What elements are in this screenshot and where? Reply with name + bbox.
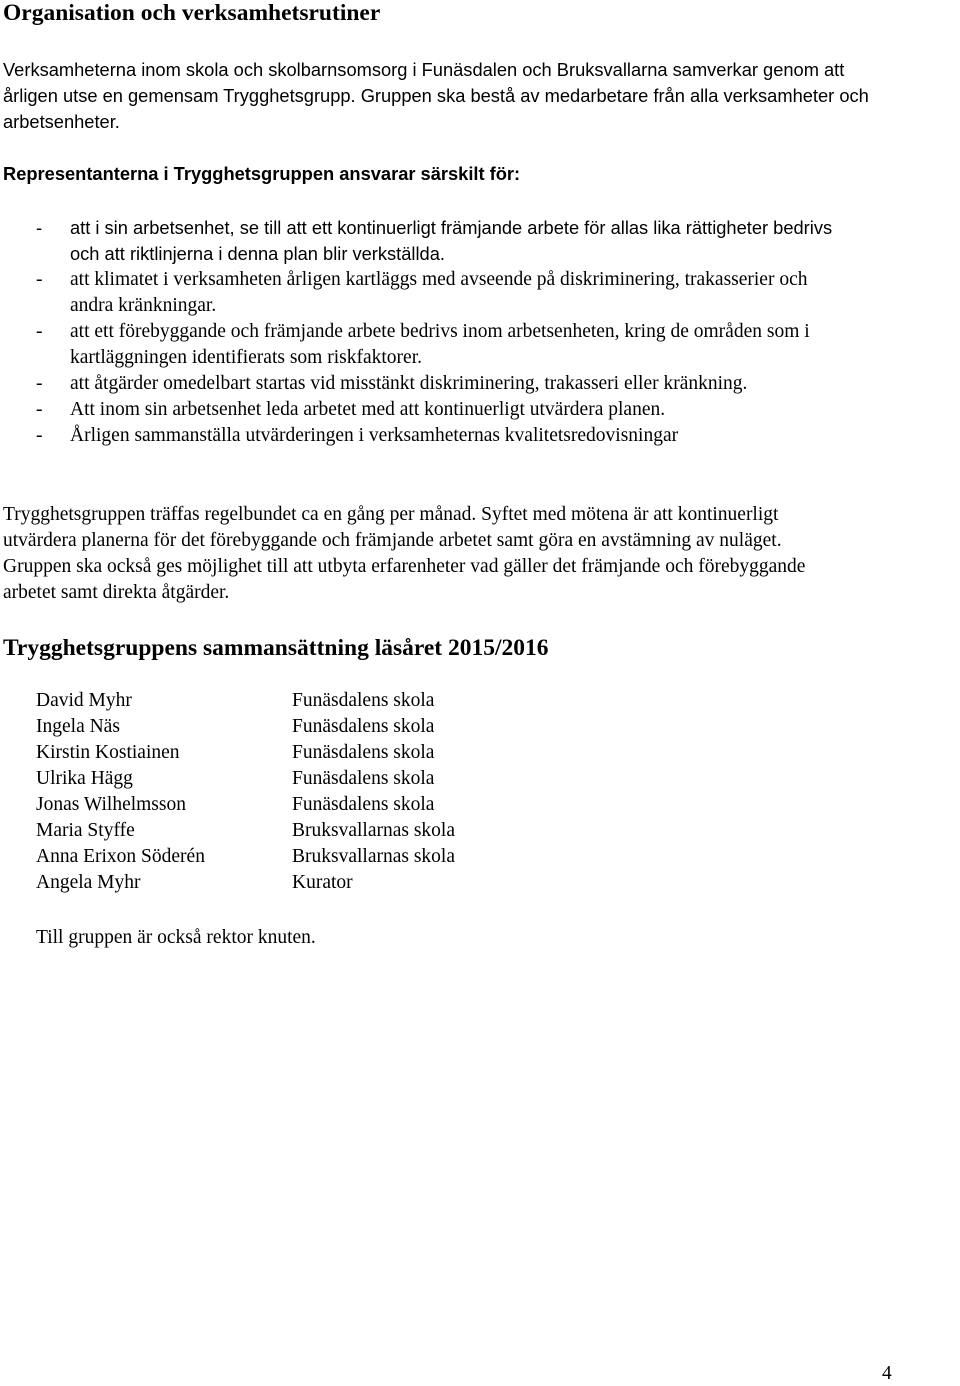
meeting-line: Gruppen ska också ges möjlighet till att utbyta erfarenheter vad gäller det främjande och förebyggande [3,556,806,577]
meeting-line: utvärdera planerna för det förebyggande och främjande arbetet samt göra en avstämning av nuläget. [3,530,782,551]
bullet-dash: - [36,425,43,446]
list-item [0,371,960,397]
member-row [36,792,636,818]
member-org: Funäsdalens skola [292,716,435,737]
member-org: Kurator [292,872,353,893]
responsibilities-heading: Representanterna i Trygghetsgruppen ansvarar särskilt för: [3,163,521,184]
bullet-dash: - [36,373,43,394]
intro-line: arbetsenheter. [3,111,120,132]
bullet-dash: - [36,399,43,420]
member-name: Ulrika Hägg [36,768,133,789]
list-item [0,423,960,449]
members-list [36,688,636,896]
member-org: Funäsdalens skola [292,742,435,763]
bullet-dash: - [36,321,43,342]
rektor-note: Till gruppen är också rektor knuten. [36,927,316,948]
list-item [0,319,960,371]
intro-line: årligen utse en gemensam Trygghetsgrupp. Gruppen ska bestå av medarbetare från alla verksamheter och [3,85,869,106]
list-item [0,267,960,319]
list-item-line: att i sin arbetsenhet, se till att ett kontinuerligt främjande arbete för allas lika rättigheter bedrivs [70,217,833,238]
composition-heading: Trygghetsgruppens sammansättning läsåret 2015/2016 [3,635,549,661]
bullet-dash: - [36,217,43,238]
member-row [36,766,636,792]
intro-line: Verksamheterna inom skola och skolbarnsomsorg i Funäsdalen och Bruksvallarna samverkar genom att [3,59,845,80]
bullet-dash: - [36,269,43,290]
member-org: Bruksvallarnas skola [292,846,456,867]
list-item-line: Årligen sammanställa utvärderingen i verksamheternas kvalitetsredovisningar [70,425,679,446]
list-item-line: och att riktlinjerna i denna plan blir verkställda. [70,243,445,264]
list-item-line: andra kränkningar. [70,295,217,316]
list-item-line: att ett förebyggande och främjande arbete bedrivs inom arbetsenheten, kring de områden som i [70,321,810,342]
member-org: Bruksvallarnas skola [292,820,456,841]
member-row [36,818,636,844]
member-name: Anna Erixon Söderén [36,846,205,867]
list-item-line: att åtgärder omedelbart startas vid misstänkt diskriminering, trakasseri eller kränkning. [70,373,748,394]
member-row [36,870,636,896]
member-org: Funäsdalens skola [292,768,435,789]
responsibilities-list [0,215,960,449]
list-item [0,215,960,267]
member-row [36,714,636,740]
member-row [36,844,636,870]
meeting-paragraph [3,502,960,606]
member-name: Kirstin Kostiainen [36,742,180,763]
member-org: Funäsdalens skola [292,794,435,815]
list-item-line: Att inom sin arbetsenhet leda arbetet med att kontinuerligt utvärdera planen. [70,399,666,420]
meeting-line: arbetet samt direkta åtgärder. [3,582,230,603]
list-item-line: att klimatet i verksamheten årligen kartläggs med avseende på diskriminering, trakasserier och [70,269,808,290]
member-name: Maria Styffe [36,820,135,841]
list-item-line: kartläggningen identifierats som riskfaktorer. [70,347,422,368]
member-org: Funäsdalens skola [292,690,435,711]
page-heading: Organisation och verksamhetsrutiner [3,0,381,26]
member-name: Jonas Wilhelmsson [36,794,186,815]
intro-paragraph [3,57,960,135]
meeting-line: Trygghetsgruppen träffas regelbundet ca en gång per månad. Syftet med mötena är att kontinuerligt [3,504,779,525]
member-row [36,740,636,766]
page-number: 4 [882,1363,892,1384]
member-row [36,688,636,714]
member-name: Angela Myhr [36,872,141,893]
member-name: Ingela Näs [36,716,120,737]
member-name: David Myhr [36,690,132,711]
list-item [0,397,960,423]
